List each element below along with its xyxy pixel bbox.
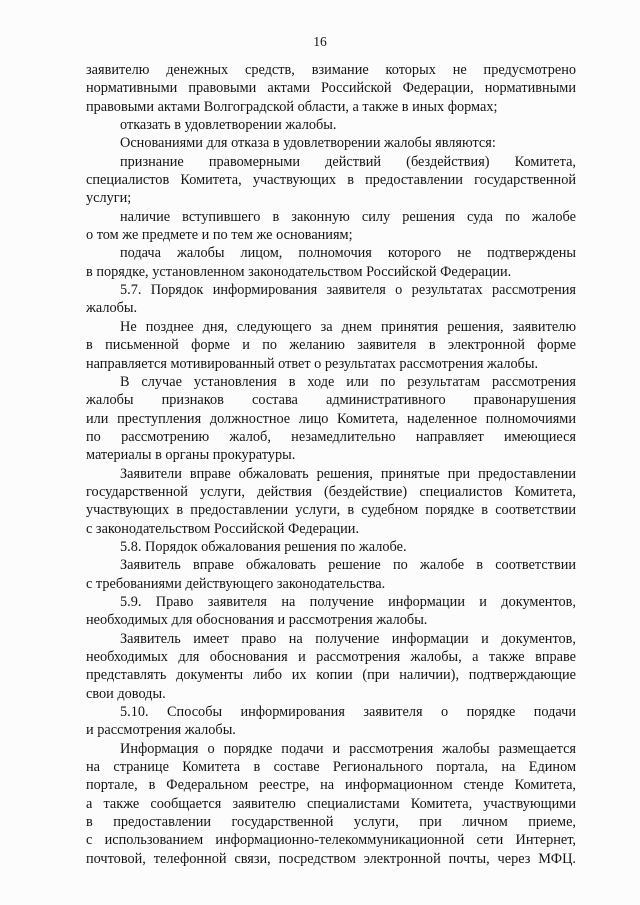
- text-line: Основаниями для отказа в удовлетворении жалобы являются:: [120, 135, 496, 152]
- text-line: правовыми актами Волгоградской области, а также в иных формах;: [86, 98, 498, 115]
- text-line: Не позднее дня, следующего за днем принятия решения, заявителю: [120, 318, 576, 335]
- text-line: участвующих в предоставлении услуги, в судебном порядке в соответствии: [86, 502, 576, 519]
- text-line: а также сообщается заявителю специалистами Комитета, участвующими: [86, 795, 576, 812]
- text-line: и рассмотрения жалобы.: [86, 722, 236, 739]
- text-line: или преступления должностное лицо Комитета, наделенное полномочиями: [86, 410, 576, 427]
- text-line: 5.8. Порядок обжалования решения по жалобе.: [120, 538, 407, 555]
- page-number: 16: [313, 34, 327, 49]
- text-line: Заявитель вправе обжаловать решение по жалобе в соответствии: [120, 557, 576, 574]
- text-line: почтовой, телефонной связи, посредством электронной почты, через МФЦ.: [86, 850, 576, 867]
- text-line: необходимых для обоснования и рассмотрения жалобы, а также вправе: [86, 649, 576, 665]
- text-line: представлять документы либо их копии (при наличии), подтверждающие: [86, 667, 576, 684]
- text-line: с использованием информационно-телекоммуникационной сети Интернет,: [86, 832, 576, 849]
- text-line: наличие вступившего в законную силу решения суда по жалобе: [120, 208, 576, 225]
- text-line: в письменной форме и по желанию заявителя в электронной форме: [86, 337, 576, 354]
- text-line: услуги;: [86, 190, 132, 207]
- text-line: 5.7. Порядок информирования заявителя о результатах рассмотрения: [120, 282, 576, 299]
- text-line: с требованиями действующего законодательства.: [86, 575, 386, 592]
- text-line: жалобы.: [86, 300, 138, 317]
- text-line: на странице Комитета в составе Регионального портала, на Едином: [86, 759, 576, 776]
- text-line: о том же предмете и по тем же основаниям;: [86, 227, 353, 244]
- text-line: Заявители вправе обжаловать решения, принятые при предоставлении: [120, 465, 576, 482]
- document-body: [86, 61, 576, 868]
- text-line: 5.10. Способы информирования заявителя о порядке подачи: [120, 704, 576, 721]
- text-line: отказать в удовлетворении жалобы.: [120, 117, 337, 134]
- text-line: по рассмотрению жалоб, незамедлительно направляет имеющиеся: [86, 428, 576, 445]
- text-line: заявителю денежных средств, взимание которых не предусмотрено: [86, 62, 576, 78]
- text-line: Заявитель имеет право на получение информации и документов,: [120, 630, 576, 647]
- text-line: подача жалобы лицом, полномочия которого не подтверждены: [120, 245, 576, 262]
- text-line: признание правомерными действий (бездействия) Комитета,: [120, 153, 576, 170]
- text-line: направляется мотивированный ответ о результатах рассмотрения жалобы.: [86, 355, 539, 372]
- text-line: Информация о порядке подачи и рассмотрения жалобы размещается: [120, 740, 576, 757]
- text-line: в порядке, установленном законодательством Российской Федерации.: [86, 263, 512, 280]
- text-line: специалистов Комитета, участвующих в предоставлении государственной: [86, 172, 576, 189]
- text-line: жалобы признаков состава административного правонарушения: [86, 392, 576, 409]
- text-line: в предоставлении государственной услуги, при личном приеме,: [86, 814, 576, 831]
- text-line: с законодательством Российской Федерации.: [86, 520, 360, 537]
- text-line: материалы в органы прокуратуры.: [86, 447, 296, 464]
- text-line: необходимых для обоснования и рассмотрения жалобы.: [86, 612, 428, 629]
- text-line: свои доводы.: [86, 685, 166, 702]
- text-line: 5.9. Право заявителя на получение информации и документов,: [120, 593, 576, 610]
- text-line: В случае установления в ходе или по результатам рассмотрения: [120, 373, 576, 390]
- text-line: государственной услуги, действия (бездействие) специалистов Комитета,: [86, 483, 576, 500]
- text-line: портале, в Федеральном реестре, на информационном стенде Комитета,: [86, 777, 576, 794]
- text-line: нормативными правовыми актами Российской Федерации, нормативными: [86, 80, 576, 97]
